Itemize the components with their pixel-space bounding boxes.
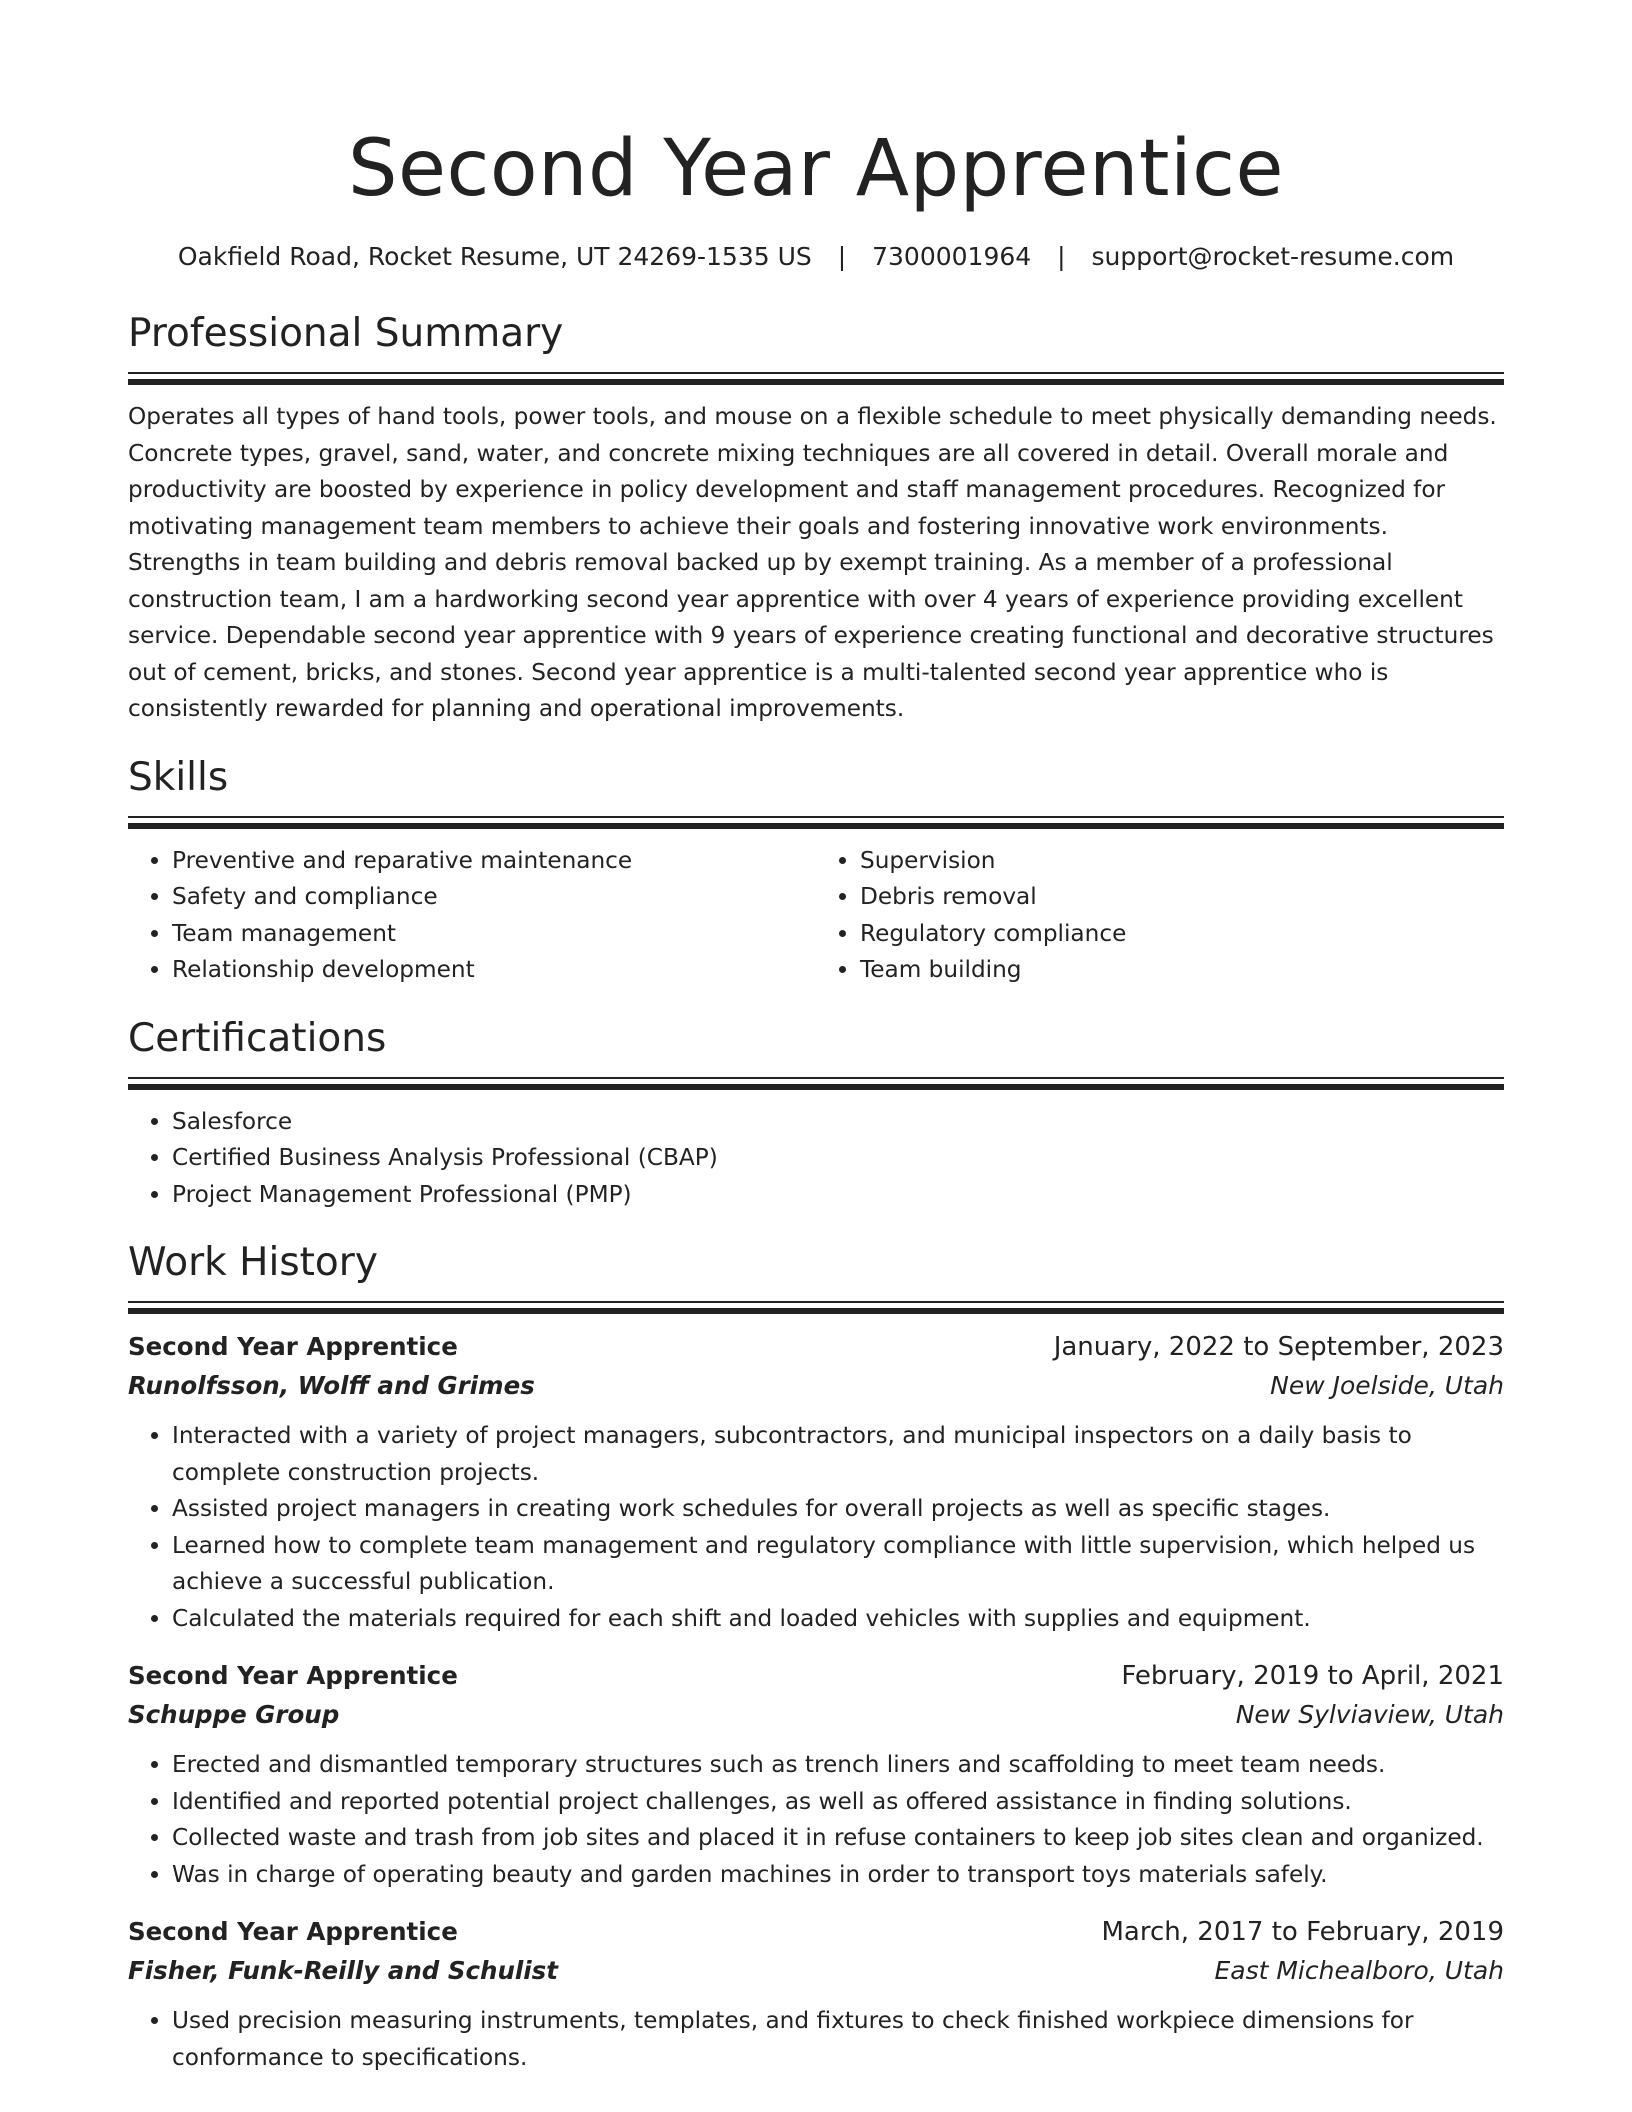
job-entry — [128, 1657, 1504, 1893]
job-company: Schuppe Group — [128, 1700, 340, 1729]
contact-separator: | — [1057, 242, 1066, 271]
work-history-section — [128, 1237, 1504, 2076]
resume-page — [128, 0, 1504, 2096]
skill-item: • Team management — [172, 916, 816, 953]
job-company: Runolfsson, Wolff and Grimes — [128, 1371, 535, 1400]
job-dates: March, 2017 to February, 2019 — [1101, 1917, 1504, 1947]
job-duties-list — [128, 1747, 1504, 1893]
job-duty: • Assisted project managers in creating work schedules for overall projects as well as specific stages. — [172, 1491, 1504, 1528]
phone-number: 7300001964 — [872, 242, 1032, 271]
contact-line — [128, 240, 1504, 274]
job-duty: • Learned how to complete team management and regulatory compliance with little supervision, which helped us achieve a successful publication. — [172, 1528, 1504, 1601]
job-dates: January, 2022 to September, 2023 — [1053, 1332, 1504, 1362]
job-location: New Sylviaview, Utah — [1235, 1700, 1504, 1729]
section-divider — [128, 1301, 1504, 1314]
job-duty: • Interacted with a variety of project managers, subcontractors, and municipal inspectors on a daily basis to complete construction projects. — [172, 1418, 1504, 1491]
job-duty: • Erected and dismantled temporary structures such as trench liners and scaffolding to meet team needs. — [172, 1747, 1504, 1784]
skill-item: • Supervision — [860, 843, 1504, 880]
job-duties-list — [128, 2003, 1504, 2076]
job-duty: • Calculated the materials required for each shift and loaded vehicles with supplies and equipment. — [172, 1601, 1504, 1638]
job-title: Second Year Apprentice — [128, 1332, 458, 1361]
job-location: New Joelside, Utah — [1270, 1371, 1504, 1400]
skill-item: • Safety and compliance — [172, 879, 816, 916]
job-duties-list — [128, 1418, 1504, 1637]
certifications-list — [128, 1104, 1504, 1214]
skill-item: • Debris removal — [860, 879, 1504, 916]
skill-item: • Regulatory compliance — [860, 916, 1504, 953]
skill-item: • Preventive and reparative maintenance — [172, 843, 816, 880]
job-duty: • Was in charge of operating beauty and garden machines in order to transport toys materials safely. — [172, 1857, 1504, 1894]
job-duty: • Collected waste and trash from job sites and placed it in refuse containers to keep job sites clean and organized. — [172, 1820, 1504, 1857]
address: Oakfield Road, Rocket Resume, UT 24269-1535 US — [177, 242, 812, 271]
job-entry — [128, 1913, 1504, 2076]
section-divider — [128, 816, 1504, 829]
contact-separator: | — [837, 242, 847, 271]
skills-list-left — [128, 843, 816, 989]
job-company: Fisher, Funk-Reilly and Schulist — [128, 1956, 558, 1985]
certification-item: • Certified Business Analysis Professional (CBAP) — [172, 1140, 1504, 1177]
section-title: Professional Summary — [128, 311, 564, 356]
skill-item: • Team building — [860, 952, 1504, 989]
skills-section — [128, 752, 1504, 989]
section-divider — [128, 372, 1504, 385]
certifications-section — [128, 1013, 1504, 1214]
job-title: Second Year Apprentice — [128, 1661, 458, 1690]
summary-text: Operates all types of hand tools, power tools, and mouse on a flexible schedule to meet physically demanding needs. Concrete types, gravel, sand, water, and concrete mixing techniques are all covered in detail. Overall morale and productivity are boosted by experience in policy development and staff management procedures. Recognized for motivating management team members to achieve their goals and fostering innovative work environments. Strengths in team building and debris removal backed up by exempt training. As a member of a professional construction team, I am a hardworking second year apprentice with over 4 years of experience providing excellent service. Dependable second year apprentice with 9 years of experience creating functional and decorative structures out of cement, bricks, and stones. Second year apprentice is a multi-talented second year apprentice who is consistently rewarded for planning and operational improvements. — [128, 403, 1497, 722]
job-title: Second Year Apprentice — [128, 1917, 458, 1946]
section-divider — [128, 1077, 1504, 1090]
candidate-name: Second Year Apprentice — [347, 124, 1285, 214]
job-entry — [128, 1328, 1504, 1637]
section-title: Work History — [128, 1240, 378, 1285]
email-address: support@rocket-resume.com — [1091, 242, 1455, 271]
section-title: Skills — [128, 754, 229, 800]
job-location: East Michealboro, Utah — [1214, 1956, 1504, 1985]
section-title: Certifications — [128, 1015, 387, 1061]
skills-list-right — [816, 843, 1504, 989]
job-duty: • Used precision measuring instruments, templates, and fixtures to check finished workpiece dimensions for conformance to specifications. — [172, 2003, 1504, 2076]
skills-columns — [128, 843, 1504, 989]
professional-summary-section — [128, 308, 1504, 728]
job-dates: February, 2019 to April, 2021 — [1121, 1661, 1504, 1691]
certification-item: • Project Management Professional (PMP) — [172, 1177, 1504, 1214]
skill-item: • Relationship development — [172, 952, 816, 989]
certification-item: • Salesforce — [172, 1104, 1504, 1141]
job-duty: • Identified and reported potential project challenges, as well as offered assistance in finding solutions. — [172, 1784, 1504, 1821]
